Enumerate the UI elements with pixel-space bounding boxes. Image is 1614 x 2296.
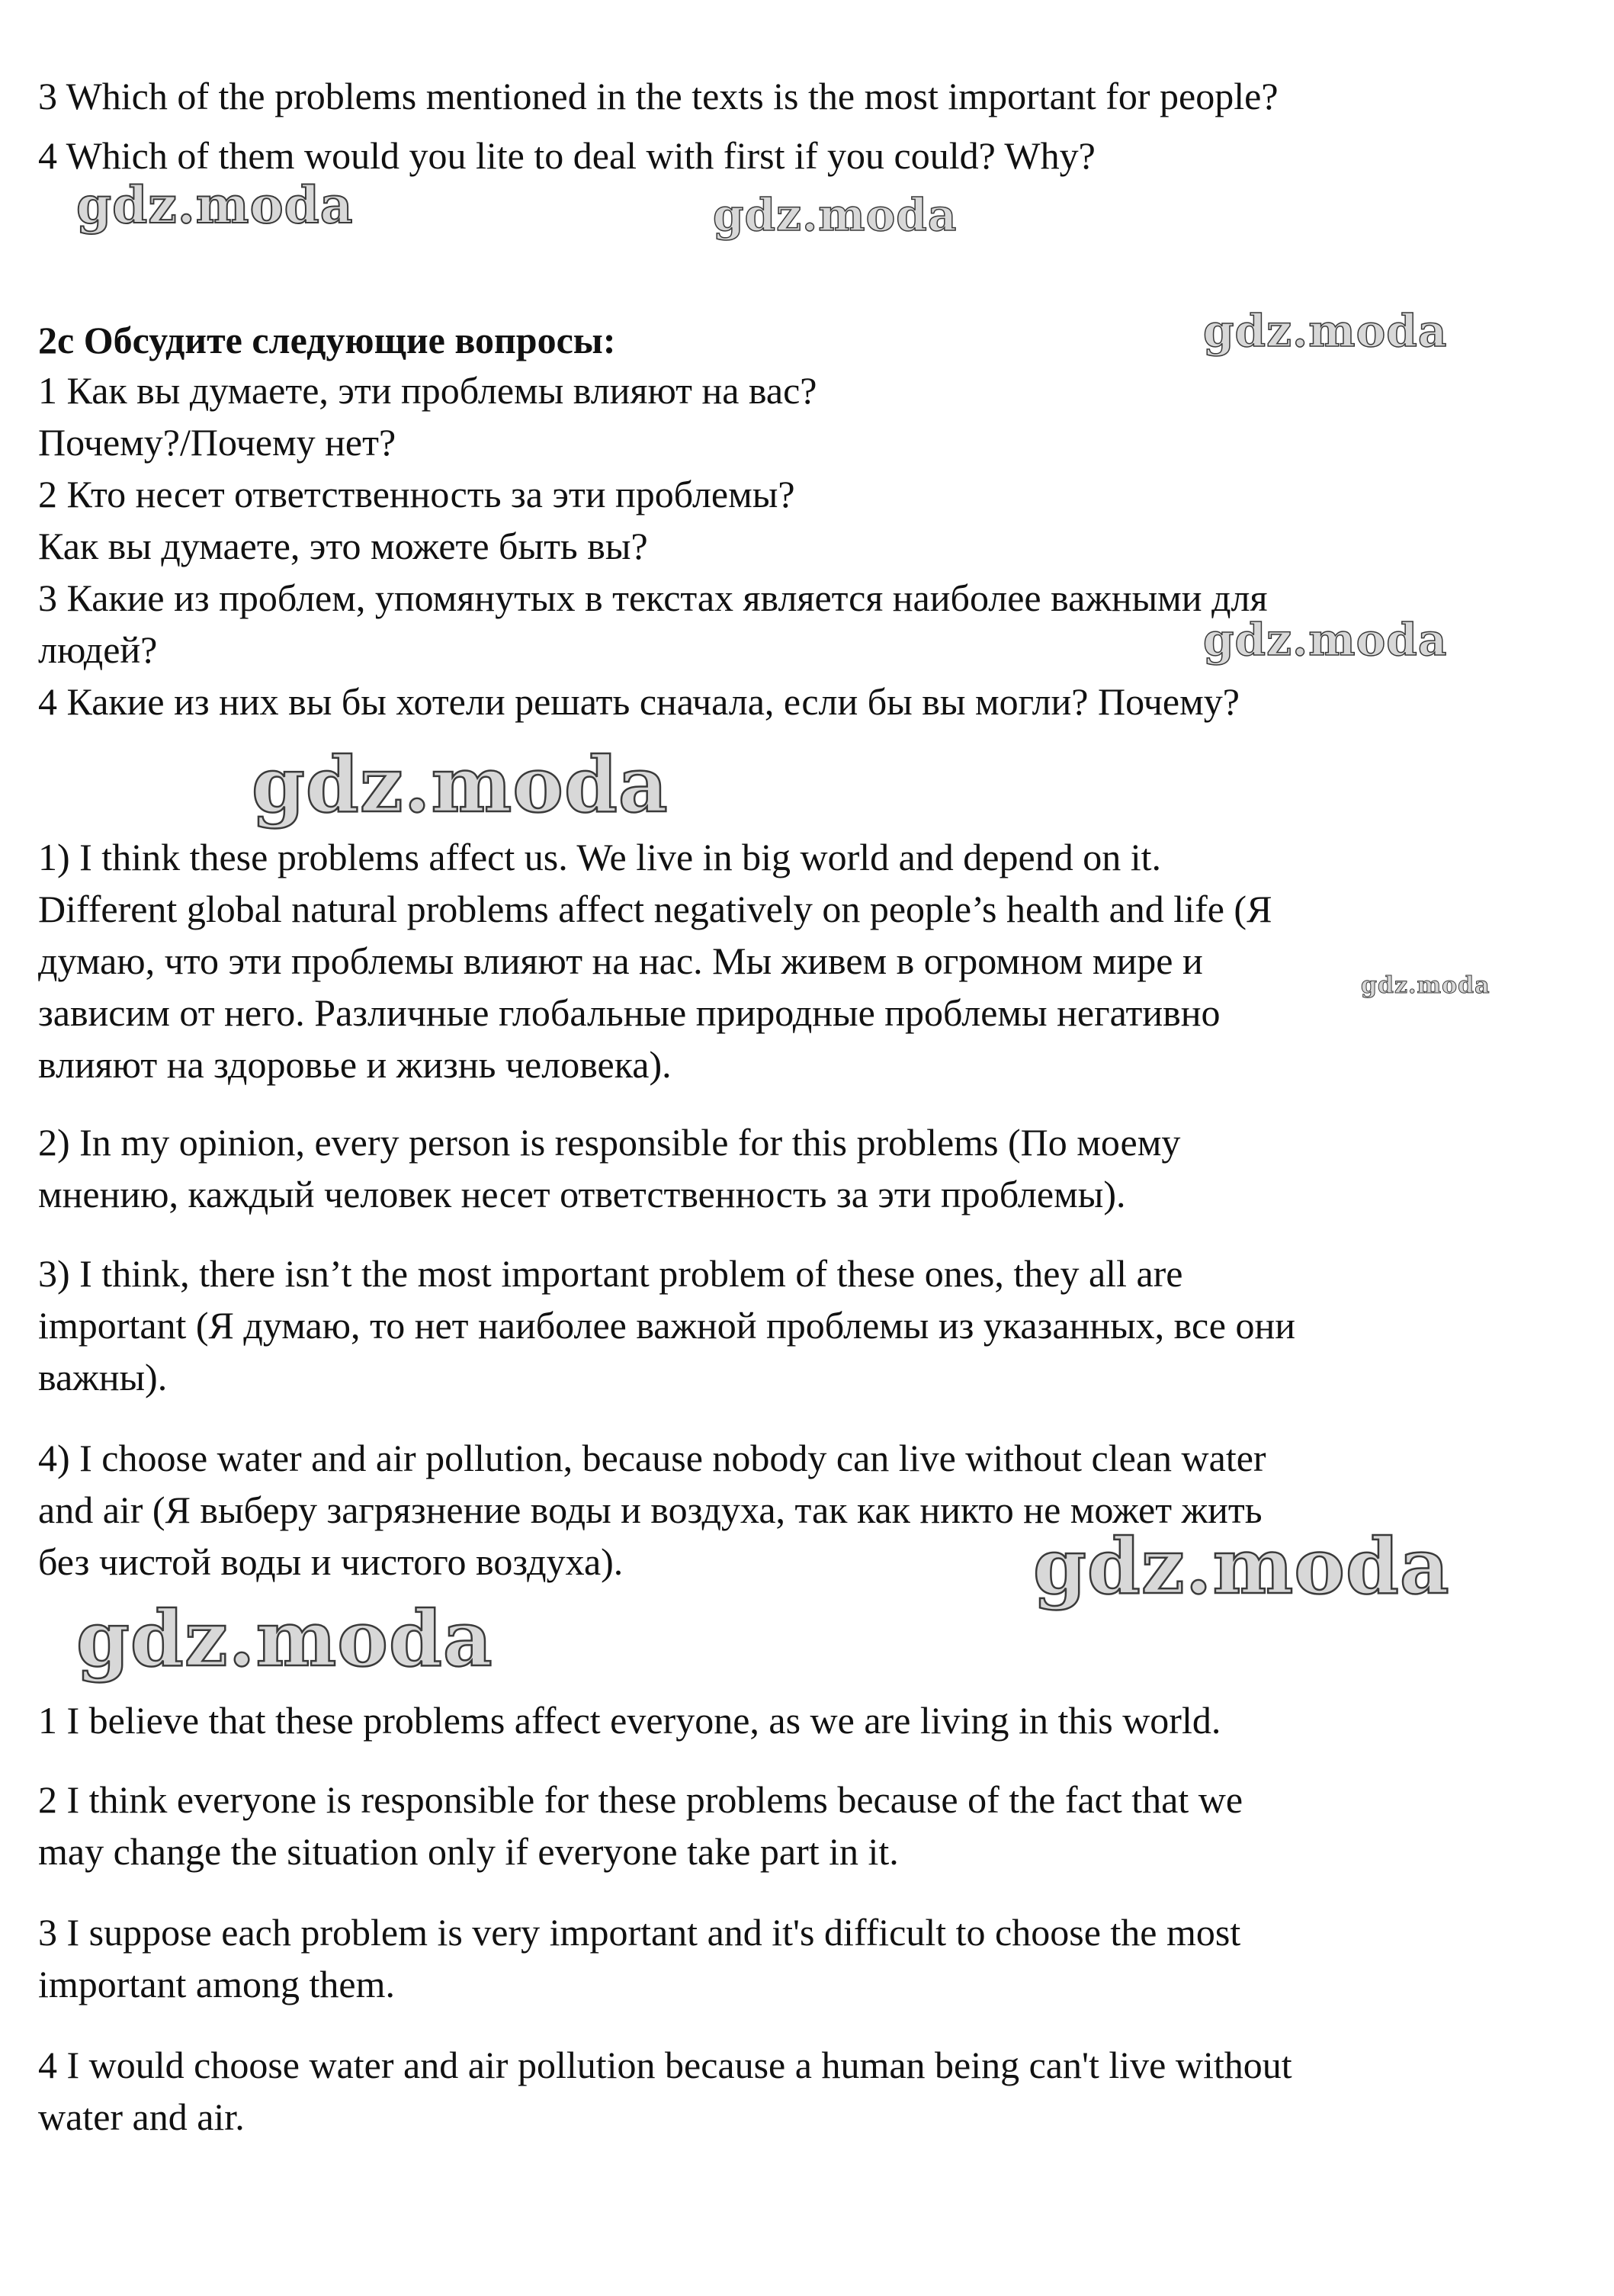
section-line: 1 Как вы думаете, эти проблемы влияют на вас?: [38, 369, 817, 412]
watermark: gdz.moda: [1203, 305, 1448, 357]
watermark: gdz.moda: [713, 189, 958, 241]
answer-en-line: 4 I would choose water and air pollution because a human being can't live without: [38, 2044, 1292, 2086]
answer-line: 1) I think these problems affect us. We live in big world and depend on it.: [38, 836, 1161, 878]
answer-line: Different global natural problems affect negatively on people’s health and life (Я: [38, 888, 1272, 930]
watermark: gdz.moda: [1033, 1521, 1450, 1611]
question-en-4: 4 Which of them would you lite to deal with first if you could? Why?: [38, 134, 1096, 177]
answer-line: 2) In my opinion, every person is responsible for this problems (По моему: [38, 1121, 1181, 1164]
answer-line: думаю, что эти проблемы влияют на нас. Мы живем в огромном мире и: [38, 939, 1203, 982]
answer-line: 4) I choose water and air pollution, because nobody can live without clean water: [38, 1437, 1266, 1479]
answer-line: important (Я думаю, то нет наиболее важной проблемы из указанных, все они: [38, 1304, 1295, 1347]
watermark: gdz.moda: [252, 740, 669, 830]
answer-line: and air (Я выберу загрязнение воды и воздуха, так как никто не может жить: [38, 1488, 1263, 1531]
section-heading: 2c Обсудите следующие вопросы:: [38, 319, 616, 361]
answer-line: влияют на здоровье и жизнь человека).: [38, 1043, 672, 1086]
answer-en-line: 1 I believe that these problems affect everyone, as we are living in this world.: [38, 1699, 1221, 1742]
watermark: gdz.moda: [76, 1594, 493, 1684]
answer-line: без чистой воды и чистого воздуха).: [38, 1540, 624, 1583]
answer-line: мнению, каждый человек несет ответственность за эти проблемы).: [38, 1173, 1126, 1215]
answer-en-line: water and air.: [38, 2095, 245, 2138]
answer-line: зависим от него. Различные глобальные природные проблемы негативно: [38, 991, 1221, 1034]
answer-en-line: important among them.: [38, 1963, 395, 2005]
section-line: Как вы думаете, это можете быть вы?: [38, 525, 648, 567]
watermark: gdz.moda: [1361, 972, 1490, 999]
watermark: gdz.moda: [76, 175, 354, 235]
answer-line: важны).: [38, 1356, 168, 1398]
answer-en-line: may change the situation only if everyone take part in it.: [38, 1830, 899, 1873]
question-en-3: 3 Which of the problems mentioned in the texts is the most important for people?: [38, 75, 1279, 117]
section-line: 3 Какие из проблем, упомянутых в текстах является наиболее важными для: [38, 576, 1268, 619]
answer-en-line: 2 I think everyone is responsible for these problems because of the fact that we: [38, 1778, 1243, 1821]
answer-en-line: 3 I suppose each problem is very important and it's difficult to choose the most: [38, 1911, 1241, 1954]
section-line: 2 Кто несет ответственность за эти проблемы?: [38, 473, 795, 515]
section-line: 4 Какие из них вы бы хотели решать сначала, если бы вы могли? Почему?: [38, 680, 1240, 723]
answer-line: 3) I think, there isn’t the most important problem of these ones, they all are: [38, 1252, 1183, 1295]
section-line: людей?: [38, 628, 158, 671]
watermark: gdz.moda: [1203, 614, 1448, 666]
section-line: Почему?/Почему нет?: [38, 421, 396, 464]
